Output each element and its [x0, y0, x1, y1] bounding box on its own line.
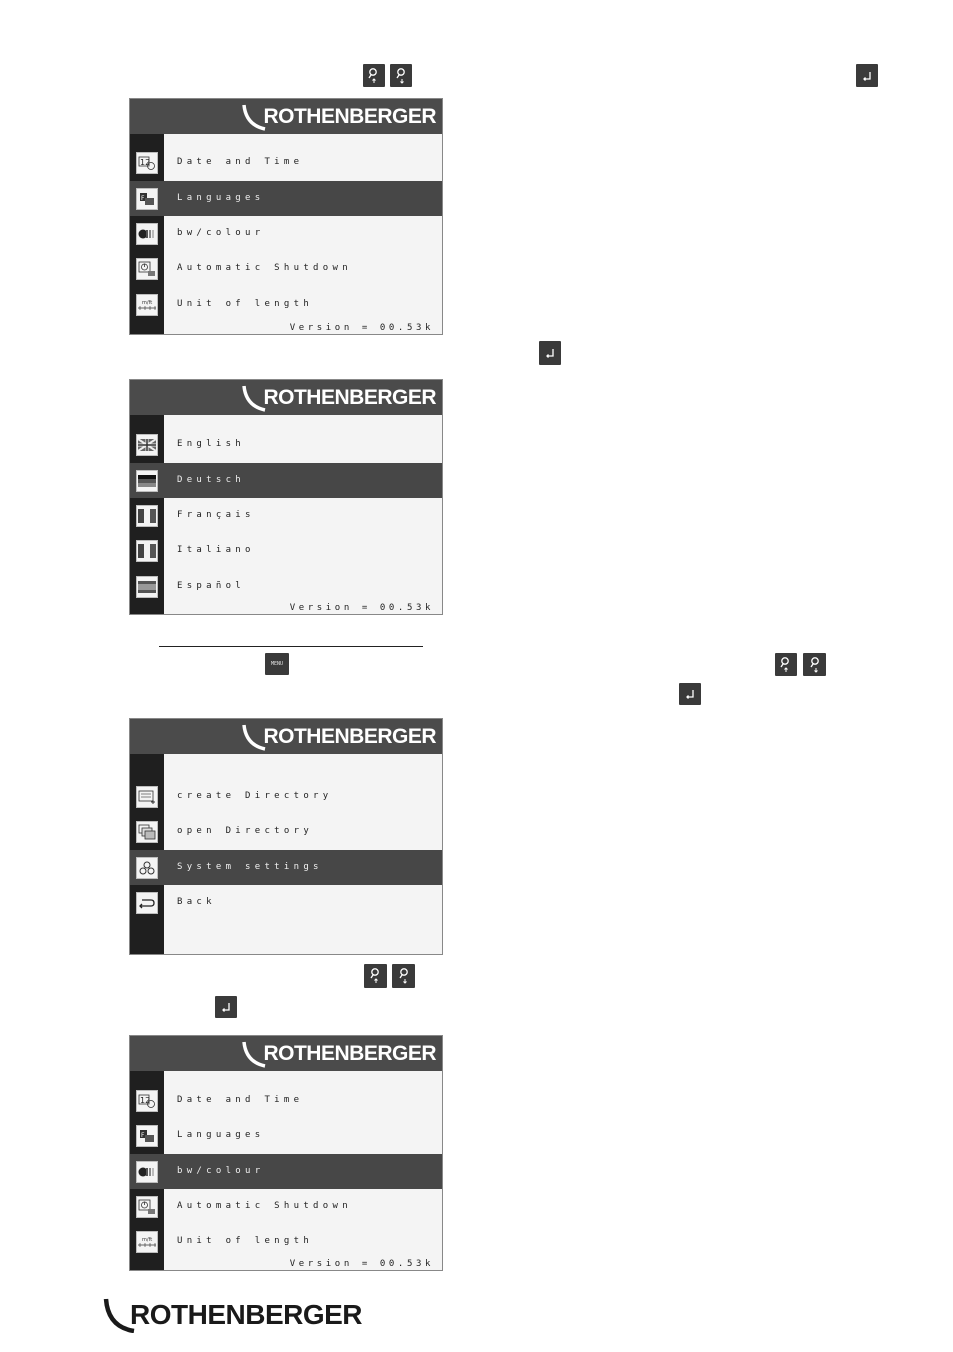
- contrast-icon: [136, 1161, 158, 1183]
- enter-key[interactable]: [679, 683, 701, 705]
- language-item-deutsch[interactable]: Deutsch: [130, 463, 442, 498]
- enter-icon: [861, 70, 873, 82]
- section-divider: [159, 646, 423, 647]
- menu-item-system-settings[interactable]: System settings: [130, 850, 442, 885]
- menu-key-icon: MENU: [270, 661, 284, 667]
- magnifier-down-key[interactable]: [392, 964, 415, 988]
- flag-it-icon: [136, 540, 158, 562]
- enter-icon: [220, 1001, 232, 1013]
- magnifier-up-icon: [369, 967, 383, 985]
- menu-item-back[interactable]: Back: [130, 885, 442, 920]
- magnifier-down-icon: [394, 67, 408, 85]
- menu-item-bw-colour[interactable]: bw/colour: [130, 1154, 442, 1189]
- magnifier-up-icon: [779, 656, 793, 674]
- languages-icon: [136, 1125, 158, 1147]
- device-screen-languages: [129, 379, 443, 615]
- menu-item-automatic-shutdown[interactable]: Automatic Shutdown: [130, 251, 442, 286]
- enter-key[interactable]: [215, 996, 237, 1018]
- menu-key[interactable]: [265, 653, 289, 675]
- version-label: Version = 00.53k: [289, 323, 434, 333]
- back-arrow-icon: [136, 892, 158, 914]
- language-item-francais[interactable]: Français: [130, 498, 442, 533]
- power-timer-icon: [136, 258, 158, 280]
- brand-logo: ROTHENBERGER: [241, 722, 436, 752]
- device-screen-settings-bw: [129, 1035, 443, 1271]
- menu-item-languages[interactable]: F Languages: [130, 1118, 442, 1153]
- magnifier-up-key[interactable]: [363, 64, 385, 87]
- menu-item-automatic-shutdown[interactable]: Automatic Shutdown: [130, 1189, 442, 1224]
- flag-uk-icon: [136, 434, 158, 456]
- brand-logo: ROTHENBERGER: [241, 102, 436, 132]
- brand-logo: ROTHENBERGER: [241, 1039, 436, 1069]
- menu-item-open-directory[interactable]: open Directory: [130, 814, 442, 849]
- magnifier-up-key[interactable]: [364, 964, 387, 988]
- flag-es-icon: [136, 576, 158, 598]
- magnifier-down-icon: [808, 656, 822, 674]
- magnifier-up-key[interactable]: [775, 653, 797, 676]
- brand-logo: ROTHENBERGER: [241, 383, 436, 413]
- device-screen-main-menu: [129, 718, 443, 955]
- menu-item-languages[interactable]: F Languages: [130, 181, 442, 216]
- version-label: Version = 00.53k: [289, 1259, 434, 1269]
- create-directory-icon: [136, 786, 158, 808]
- svg-text:m/ft: m/ft: [142, 300, 153, 306]
- magnifier-down-icon: [397, 967, 411, 985]
- svg-text:12: 12: [140, 158, 151, 167]
- svg-text:m/ft: m/ft: [142, 1237, 153, 1243]
- language-item-espanol[interactable]: Español: [130, 569, 442, 604]
- svg-text:F: F: [141, 195, 145, 202]
- magnifier-up-icon: [367, 67, 381, 85]
- svg-text:12: 12: [140, 1096, 151, 1105]
- screen-header: [130, 719, 442, 754]
- device-screen-settings: [129, 98, 443, 335]
- screen-header: [130, 380, 442, 415]
- magnifier-down-key[interactable]: [803, 653, 826, 676]
- svg-text:F: F: [141, 1132, 145, 1139]
- menu-item-unit-of-length[interactable]: m/ft Unit of length: [130, 287, 442, 322]
- gears-icon: [136, 857, 158, 879]
- enter-key[interactable]: [856, 64, 878, 87]
- menu-item-bw-colour[interactable]: bw/colour: [130, 216, 442, 251]
- enter-key[interactable]: [539, 341, 561, 365]
- ruler-icon: [136, 1231, 158, 1253]
- enter-icon: [684, 688, 696, 700]
- language-item-english[interactable]: English: [130, 427, 442, 462]
- language-item-italiano[interactable]: Italiano: [130, 533, 442, 568]
- open-directory-icon: [136, 821, 158, 843]
- clock-12-icon: [136, 152, 158, 174]
- screen-header: [130, 99, 442, 134]
- footer-brand-logo: ROTHENBERGER: [102, 1296, 362, 1334]
- menu-item-date-time[interactable]: 12 Date and Time: [130, 1083, 442, 1118]
- power-timer-icon: [136, 1196, 158, 1218]
- languages-icon: [136, 188, 158, 210]
- ruler-icon: [136, 294, 158, 316]
- menu-item-create-directory[interactable]: create Directory: [130, 779, 442, 814]
- menu-item-date-time[interactable]: 12 Date and Time: [130, 145, 442, 180]
- flag-de-icon: [136, 470, 158, 492]
- version-label: Version = 00.53k: [289, 603, 434, 613]
- flag-fr-icon: [136, 505, 158, 527]
- clock-12-icon: [136, 1090, 158, 1112]
- magnifier-down-key[interactable]: [390, 64, 412, 87]
- screen-header: [130, 1036, 442, 1071]
- contrast-icon: [136, 223, 158, 245]
- menu-item-unit-of-length[interactable]: m/ft Unit of length: [130, 1224, 442, 1259]
- enter-icon: [544, 347, 556, 359]
